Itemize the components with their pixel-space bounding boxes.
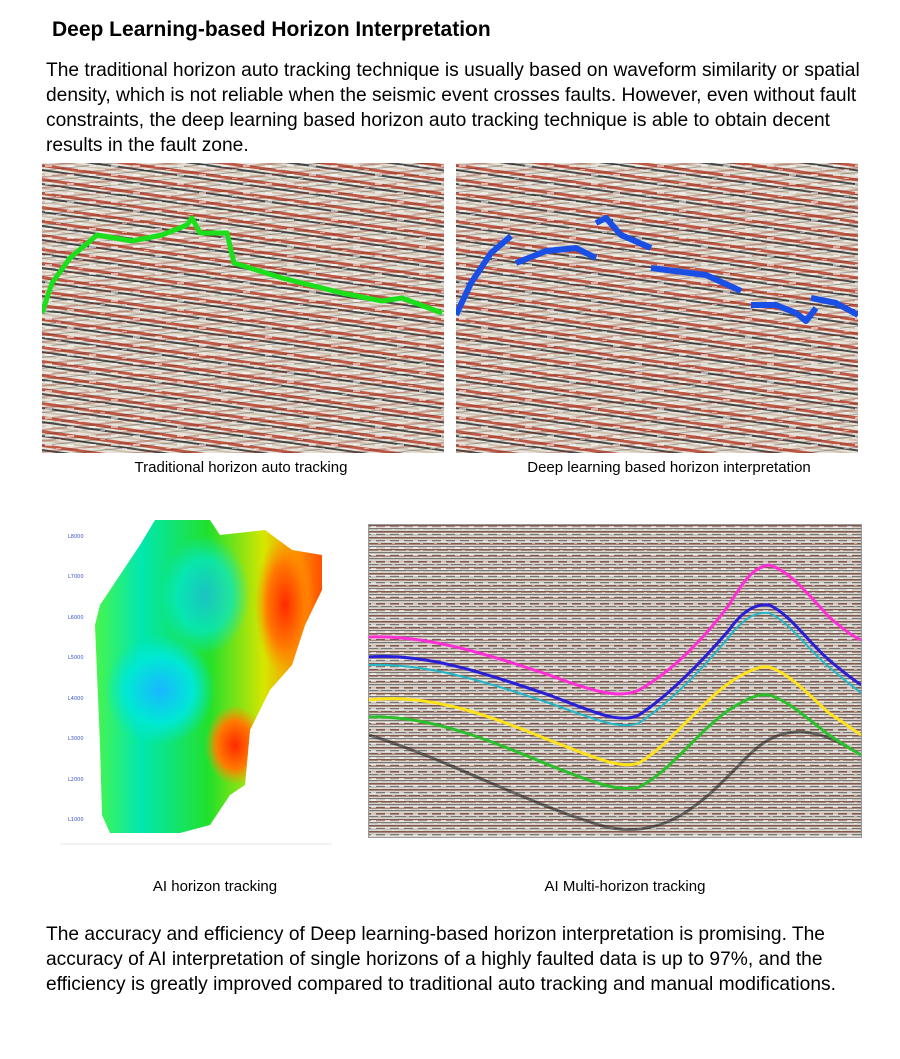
ai-horizon-map-image [60, 515, 332, 845]
caption-ai-multi-horizon: AI Multi-horizon tracking [544, 878, 706, 895]
map-axis [68, 534, 84, 823]
axis-label: L2000 [68, 777, 84, 783]
axis-label: L3000 [68, 736, 84, 742]
axis-label: L7000 [68, 574, 84, 580]
ai-multi-horizon-image [368, 524, 862, 838]
axis-label: L4000 [68, 696, 84, 702]
axis-label: L1000 [68, 817, 84, 823]
seismic-deep-learning-image [456, 163, 858, 453]
axis-label: L5000 [68, 655, 84, 661]
page-title: Deep Learning-based Horizon Interpretation [52, 18, 491, 41]
axis-label: L8000 [68, 534, 84, 540]
seismic-traditional-image [42, 163, 444, 453]
caption-traditional: Traditional horizon auto tracking [134, 459, 348, 476]
axis-label: L6000 [68, 615, 84, 621]
caption-deep-learning: Deep learning based horizon interpretation [527, 459, 811, 476]
caption-ai-horizon: AI horizon tracking [152, 878, 278, 895]
intro-paragraph: The traditional horizon auto tracking technique is usually based on waveform similarity or spatial density, which is not reliable when the seismic event crosses faults. However, even without fault constraints, the deep learning based horizon auto tracking technique is able to obtain decent results in the fault zone. [46, 60, 860, 156]
conclusion-paragraph: The accuracy and efficiency of Deep learning-based horizon interpretation is promising. The accuracy of AI interpretation of single horizons of a highly faulted data is up to 97%, and the efficiency is greatly improved compared to traditional auto tracking and manual modifications. [46, 924, 836, 995]
